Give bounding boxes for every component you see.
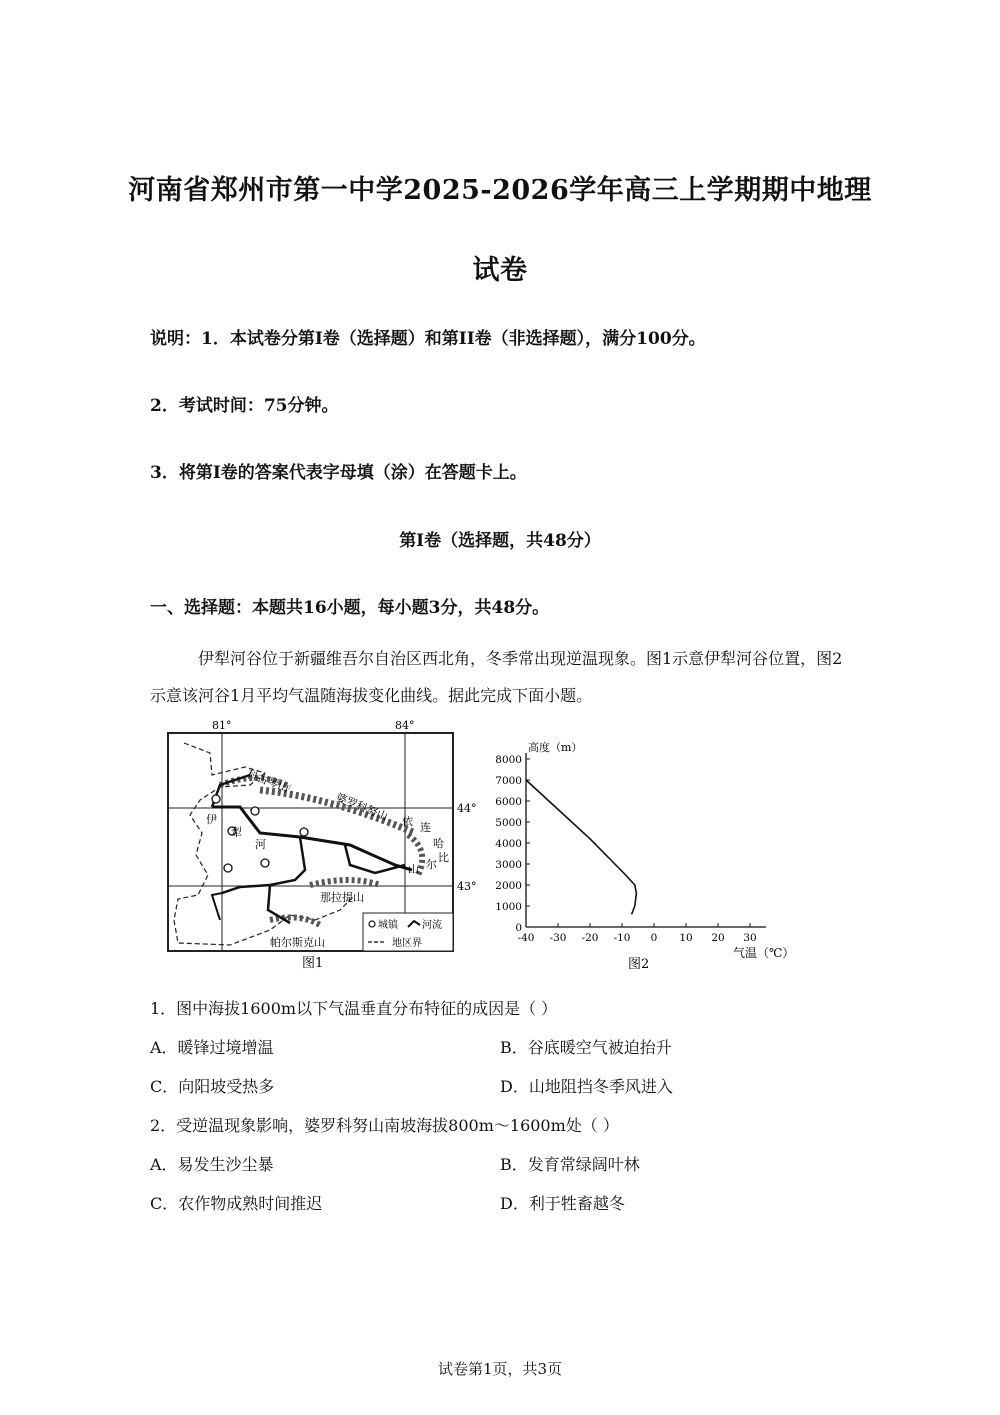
label-paersike: 帕尔斯克山 bbox=[270, 936, 325, 949]
chart-x-tick-label: -20 bbox=[581, 932, 599, 944]
label-nalati: 那拉提山 bbox=[320, 891, 364, 904]
legend-river-label: 河流 bbox=[422, 920, 442, 931]
q1-option-b[interactable]: B．谷底暖空气被迫抬升 bbox=[500, 1038, 672, 1057]
figure2-caption: 图2 bbox=[628, 957, 650, 972]
q1-option-a[interactable]: A．暖锋过境增温 bbox=[150, 1038, 274, 1057]
legend-town-label: 城镇 bbox=[378, 920, 398, 931]
q1-option-d[interactable]: D．山地阻挡冬季风进入 bbox=[500, 1077, 673, 1096]
lat-label-44: 44° bbox=[457, 802, 477, 815]
chart-y-tick-label: 4000 bbox=[495, 838, 522, 850]
figure2-chart bbox=[488, 737, 808, 972]
mountain-nalati bbox=[310, 880, 380, 885]
chart-xlabel: 气温（℃） bbox=[733, 946, 795, 960]
q1-option-c[interactable]: C．向阳坡受热多 bbox=[150, 1077, 275, 1096]
chart-y-tick-label: 7000 bbox=[495, 775, 522, 787]
chart-x-tick-label: -40 bbox=[517, 932, 535, 944]
label-he: 河 bbox=[255, 838, 266, 851]
page-footer: 试卷第1页，共3页 bbox=[437, 1360, 563, 1378]
label-kegunu: 科古琴山 bbox=[244, 767, 291, 795]
chart-y-tick-label: 6000 bbox=[495, 796, 522, 808]
label-yi: 伊 bbox=[206, 813, 217, 826]
exam-title-line1: 河南省郑州市第一中学2025-2026学年高三上学期期中地理 bbox=[128, 175, 872, 206]
q2-option-c[interactable]: C．农作物成熟时间推迟 bbox=[150, 1194, 323, 1213]
figure1-caption: 图1 bbox=[302, 956, 324, 970]
label-ha: 哈 bbox=[433, 837, 444, 850]
label-bi: 比 bbox=[438, 851, 449, 864]
label-yi2: 依 bbox=[402, 815, 413, 828]
q2-option-b[interactable]: B．发育常绿阔叶林 bbox=[500, 1155, 640, 1174]
town-marker bbox=[224, 864, 232, 872]
instruction-3: 3．将第Ⅰ卷的答案代表字母填（涂）在答题卡上。 bbox=[150, 463, 527, 483]
q2-option-a[interactable]: A．易发生沙尘暴 bbox=[150, 1155, 274, 1174]
chart-x-tick-label: 10 bbox=[679, 932, 693, 944]
river-tributary-4 bbox=[345, 845, 405, 873]
q2-option-d[interactable]: D．利于牲畜越冬 bbox=[500, 1194, 625, 1213]
town-marker bbox=[251, 807, 259, 815]
label-lian: 连 bbox=[420, 821, 431, 834]
chart-y-tick-label: 2000 bbox=[495, 880, 522, 892]
chart-x-tick-label: -30 bbox=[549, 932, 567, 944]
passage: 伊犁河谷位于新疆维吾尔自治区西北角，冬季常出现逆温现象。图1示意伊犁河谷位置，图2示意该河谷1月平均气温随海拔变化曲线。据此完成下面小题。 bbox=[150, 649, 843, 705]
legend-town-symbol bbox=[369, 921, 375, 927]
chart-x-tick-label: 20 bbox=[711, 932, 725, 944]
lat-label-43: 43° bbox=[457, 880, 477, 893]
chart-y-tick-label: 3000 bbox=[495, 859, 522, 871]
figure1-map bbox=[150, 715, 490, 970]
part1-heading: 一、选择题：本题共16小题，每小题3分，共48分。 bbox=[150, 598, 550, 618]
exam-title-line2: 试卷 bbox=[472, 255, 528, 286]
chart-x-tick-label: 30 bbox=[743, 932, 757, 944]
chart-y-tick-label: 0 bbox=[515, 922, 522, 934]
chart-y-tick-label: 8000 bbox=[495, 754, 522, 766]
chart-x-tick-label: -10 bbox=[613, 932, 631, 944]
chart-y-tick-label: 5000 bbox=[495, 817, 522, 829]
label-shan: 山 bbox=[408, 863, 419, 876]
lon-label-81: 81° bbox=[212, 719, 232, 732]
instruction-2: 2．考试时间：75分钟。 bbox=[150, 396, 339, 416]
chart-x-tick-label: 0 bbox=[650, 932, 658, 944]
label-poluokenu: 婆罗科努山 bbox=[333, 790, 390, 824]
label-li: 犁 bbox=[231, 826, 242, 839]
river-tributary-5 bbox=[212, 893, 222, 920]
chart-ylabel: 高度（m） bbox=[528, 741, 583, 754]
town-marker bbox=[212, 795, 220, 803]
label-er: 尔 bbox=[426, 858, 437, 871]
town-marker bbox=[261, 859, 269, 867]
question-1-stem: 1．图中海拔1600m以下气温垂直分布特征的成因是（ ） bbox=[150, 999, 558, 1018]
question-2-stem: 2．受逆温现象影响，婆罗科努山南坡海拔800m～1600m处（ ） bbox=[150, 1116, 619, 1135]
mountain-paersike bbox=[270, 917, 320, 925]
instruction-1: 说明：1．本试卷分第Ⅰ卷（选择题）和第II卷（非选择题），满分100分。 bbox=[150, 329, 706, 349]
chart-y-tick-label: 1000 bbox=[495, 901, 522, 913]
temperature-profile-line bbox=[526, 780, 636, 914]
town-marker bbox=[300, 828, 308, 836]
legend-boundary-label: 地区界 bbox=[392, 938, 422, 949]
section-title: 第Ⅰ卷（选择题，共48分） bbox=[399, 531, 601, 551]
lon-label-84: 84° bbox=[395, 719, 415, 732]
